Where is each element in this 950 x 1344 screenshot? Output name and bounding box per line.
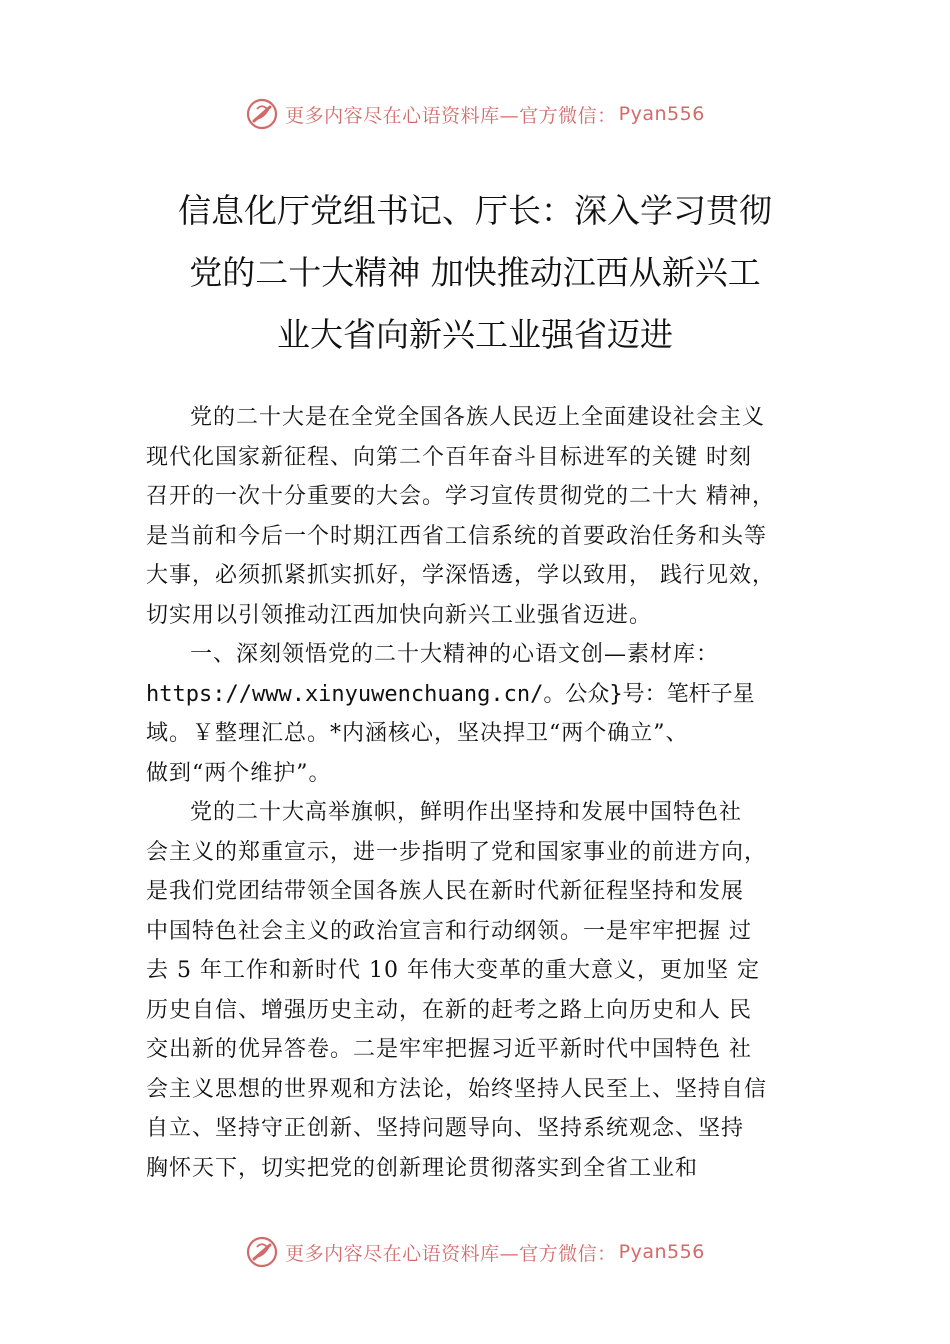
wechat-handle: Pyan556 xyxy=(618,1241,705,1263)
wechat-handle: Pyan556 xyxy=(618,103,705,125)
title-line: 业大省向新兴工业强省迈进 xyxy=(277,315,673,354)
body-line: 党的二十大是在全党全国各族人民迈上全面建设社会主义 xyxy=(190,405,766,430)
seal-logo-icon xyxy=(245,1235,279,1269)
body-line: 现代化国家新征程、向第二个百年奋斗目标进军的关键 时刻 xyxy=(146,444,752,470)
body-line: 自立、坚持守正创新、坚持问题导向、坚持系统观念、坚持 xyxy=(146,1116,745,1141)
body-line: 中国特色社会主义的政治宣言和行动纲领。一是牢牢把握 过 xyxy=(146,918,752,944)
body-line: 交出新的优异答卷。二是牢牢把握习近平新时代中国特色 社 xyxy=(146,1037,752,1062)
body-line: 胸怀天下，切实把党的创新理论贯彻落实到全省工业和 xyxy=(146,1155,699,1181)
body-line-url: https://www.xinyuwenchuang.cn/。公众}号：笔杆子星 xyxy=(146,681,755,707)
header-watermark-banner xyxy=(0,94,950,134)
body-line: 会主义思想的世界观和方法论，始终坚持人民至上、坚持自信 xyxy=(146,1076,768,1102)
body-line: 党的二十大高举旗帜，鲜明作出坚持和发展中国特色社 xyxy=(190,800,743,825)
body-line: 切实用以引领推动江西加快向新兴工业强省迈进。 xyxy=(146,602,653,628)
seal-logo-icon xyxy=(245,97,279,131)
document-title xyxy=(120,180,830,366)
section-heading-line: 一、深刻领悟党的二十大精神的心语文创—素材库： xyxy=(190,642,720,667)
title-line: 信息化厅党组书记、厅长：深入学习贯彻 xyxy=(178,191,772,230)
body-line: 召开的一次十分重要的大会。学习宣传贯彻党的二十大 精神， xyxy=(146,484,775,509)
banner-text: 更多内容尽在心语资料库—官方微信： xyxy=(285,1242,617,1265)
body-line: 会主义的郑重宣示，进一步指明了党和国家事业的前进方向， xyxy=(146,839,768,865)
body-line: 域。￥整理汇总。*内涵核心，坚决捍卫“两个确立”、 xyxy=(146,721,689,746)
body-line: 大事，必须抓紧抓实抓好，学深悟透，学以致用， 践行见效， xyxy=(146,563,775,588)
document-body xyxy=(146,398,846,1188)
body-line: 是我们党团结带领全国各族人民在新时代新征程坚持和发展 xyxy=(146,879,745,904)
body-line: 去 5 年工作和新时代 10 年伟大变革的重大意义，更加坚 定 xyxy=(146,958,760,983)
body-line: 是当前和今后一个时期江西省工信系统的首要政治任务和头等 xyxy=(146,523,768,549)
footer-watermark-banner xyxy=(0,1232,950,1272)
body-line: 历史自信、增强历史主动，在新的赶考之路上向历史和人 民 xyxy=(146,997,752,1023)
body-line: 做到“两个维护”。 xyxy=(146,760,332,786)
title-line: 党的二十大精神 加快推动江西从新兴工 xyxy=(189,253,761,292)
banner-text: 更多内容尽在心语资料库—官方微信： xyxy=(285,104,617,127)
